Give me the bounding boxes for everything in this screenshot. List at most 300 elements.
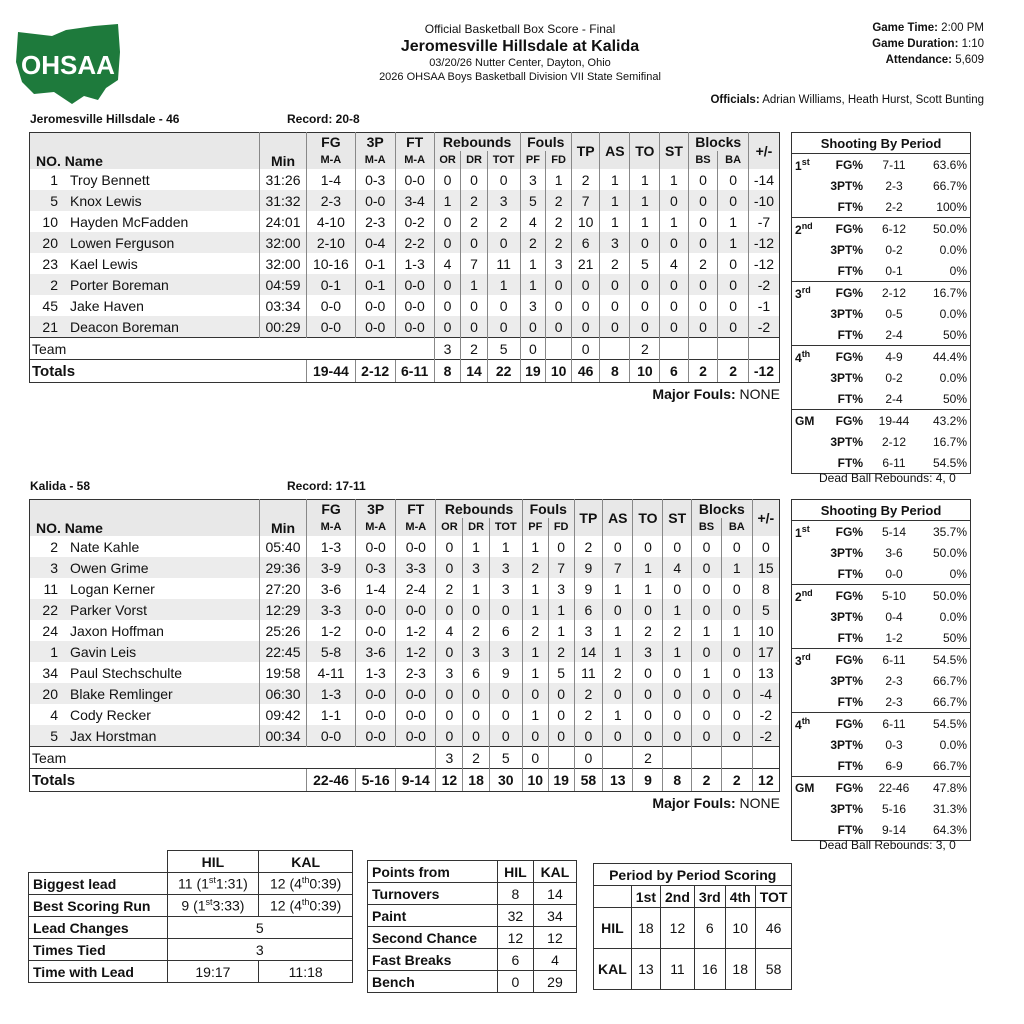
period-suffix: rd — [801, 284, 811, 295]
player-ba: 0 — [718, 316, 749, 338]
points-from-kal-header: KAL — [533, 861, 576, 883]
totals-row — [30, 769, 780, 792]
column-header: TOT — [489, 518, 522, 536]
period-label — [792, 410, 821, 432]
player-min: 19:58 — [260, 662, 307, 683]
shooting-row — [792, 218, 971, 240]
totals-fd: 10 — [546, 360, 572, 383]
player-tot: 0 — [487, 316, 520, 338]
totals-p3: 2-12 — [355, 360, 395, 383]
report-subtitle: Official Basketball Box Score - Final — [424, 22, 616, 36]
player-min: 12:29 — [260, 599, 307, 620]
player-name-cell — [30, 599, 260, 620]
period-team: KAL — [594, 949, 632, 990]
player-as: 0 — [603, 683, 633, 704]
player-fg: 0-0 — [307, 316, 356, 338]
major-fouls-value: NONE — [739, 795, 780, 811]
totals-ba: 2 — [721, 769, 752, 792]
player-pm: 13 — [752, 662, 779, 683]
points-from-row — [368, 905, 577, 927]
dead-ball-rebounds: Dead Ball Rebounds: 3, 0 — [819, 838, 956, 852]
team-row-label: Team — [30, 338, 435, 360]
stat-pct: 35.7% — [932, 524, 967, 539]
player-min: 32:00 — [260, 232, 307, 253]
player-p3: 0-3 — [356, 557, 396, 578]
player-st: 0 — [660, 232, 688, 253]
player-bs: 0 — [688, 316, 718, 338]
player-name: Jake Haven — [70, 297, 144, 314]
column-header: BS — [688, 151, 718, 169]
player-ba: 1 — [721, 620, 752, 641]
player-st: 0 — [663, 536, 692, 557]
period-label — [792, 154, 821, 176]
period-header-row — [594, 886, 792, 908]
stat-pct: 0.0% — [939, 306, 967, 321]
player-ba: 0 — [718, 274, 749, 295]
player-fg: 0-1 — [307, 274, 356, 295]
stat-label: FT% — [837, 263, 863, 278]
column-header: FG — [307, 133, 356, 152]
player-number: 20 — [42, 234, 58, 251]
column-header-to: TO — [633, 500, 663, 537]
shooting-row — [792, 196, 971, 218]
player-pf: 1 — [520, 253, 546, 274]
player-ba: 0 — [721, 536, 752, 557]
stat-made-att: 2-3 — [885, 694, 903, 709]
player-or: 0 — [434, 274, 461, 295]
player-min: 32:00 — [260, 253, 307, 274]
player-pm: 10 — [752, 620, 779, 641]
period-col-header: 3rd — [694, 886, 725, 908]
player-tot: 0 — [489, 725, 522, 747]
shooting-row — [792, 410, 971, 432]
shooting-row — [792, 388, 971, 410]
stat-pct: 64.3% — [932, 822, 967, 837]
player-p3: 2-3 — [355, 211, 395, 232]
player-or: 0 — [436, 599, 463, 620]
player-min: 00:29 — [260, 316, 307, 338]
player-row — [30, 557, 780, 578]
column-header: BS — [692, 518, 722, 536]
player-p3: 1-4 — [356, 578, 396, 599]
stat-label: 3PT% — [830, 242, 863, 257]
column-header: PF — [522, 518, 548, 536]
stat-made-att: 0-0 — [885, 566, 903, 581]
stat-made-att: 2-4 — [885, 327, 903, 342]
column-header-as: AS — [603, 500, 633, 537]
player-as: 0 — [603, 725, 633, 747]
stat-made-att: 6-11 — [866, 649, 922, 671]
points-from-table — [367, 860, 577, 993]
player-fg: 2-10 — [307, 232, 356, 253]
points-from-row — [368, 883, 577, 905]
player-ba: 0 — [718, 295, 749, 316]
player-bs: 2 — [688, 253, 718, 274]
stat-pct: 0.0% — [939, 737, 967, 752]
period-number: 1 — [795, 525, 802, 540]
team-bs — [692, 747, 722, 769]
stat-made-att: 19-44 — [866, 410, 922, 432]
player-to: 0 — [633, 662, 663, 683]
lead-changes-label: Lead Changes — [29, 917, 168, 939]
player-dr: 0 — [461, 232, 487, 253]
stat-made-att: 6-9 — [885, 758, 903, 773]
player-ft: 2-2 — [395, 232, 434, 253]
column-header: FD — [546, 151, 572, 169]
stat-pct: 0% — [949, 263, 967, 278]
column-header-st: ST — [660, 133, 688, 170]
player-as: 3 — [600, 232, 630, 253]
player-dr: 0 — [463, 725, 489, 747]
column-header-tp: TP — [571, 133, 599, 170]
shooting-row — [792, 777, 971, 799]
player-row — [30, 599, 780, 620]
stat-label: FG% — [820, 649, 866, 671]
player-row — [30, 211, 780, 232]
player-ba: 0 — [718, 253, 749, 274]
column-header: Blocks — [692, 500, 753, 519]
column-header: Fouls — [520, 133, 571, 152]
time-lead-kal: 11:18 — [259, 961, 353, 983]
player-to: 0 — [630, 232, 660, 253]
player-fg: 1-2 — [307, 620, 356, 641]
player-dr: 0 — [463, 704, 489, 725]
totals-st: 6 — [660, 360, 688, 383]
player-name: Logan Kerner — [70, 580, 155, 597]
period-label — [792, 691, 821, 713]
stat-label: FT% — [837, 758, 863, 773]
major-fouls — [652, 795, 780, 811]
player-name-cell — [30, 557, 260, 578]
column-header-to: TO — [630, 133, 660, 170]
player-tot: 0 — [487, 232, 520, 253]
column-header: Rebounds — [436, 500, 522, 519]
player-name-cell — [30, 536, 260, 557]
player-min: 00:34 — [260, 725, 307, 747]
player-ft: 3-4 — [395, 190, 434, 211]
column-header-min: Min — [260, 133, 307, 170]
team-or: 3 — [434, 338, 461, 360]
shooting-title: Shooting By Period — [792, 133, 971, 154]
team-pm — [748, 338, 779, 360]
player-p3: 0-0 — [355, 190, 395, 211]
player-row — [30, 578, 780, 599]
period-label — [792, 218, 821, 240]
period-label — [792, 196, 821, 218]
period-score-row — [594, 949, 792, 990]
stat-label: FT% — [837, 822, 863, 837]
player-st: 0 — [660, 316, 688, 338]
ohsaa-logo — [14, 22, 122, 106]
period-label — [792, 819, 821, 841]
player-st: 0 — [663, 725, 692, 747]
totals-or: 8 — [434, 360, 461, 383]
player-to: 1 — [630, 211, 660, 232]
player-ft: 0-0 — [395, 316, 434, 338]
stat-made-att: 2-2 — [885, 199, 903, 214]
period-label — [792, 282, 821, 304]
player-tp: 7 — [571, 190, 599, 211]
stat-label: FG% — [820, 346, 866, 368]
player-pm: -2 — [752, 704, 779, 725]
player-fd: 0 — [546, 274, 572, 295]
player-pm: -4 — [752, 683, 779, 704]
player-fd: 2 — [546, 232, 572, 253]
stat-label: FT% — [837, 630, 863, 645]
points-from-hil: 8 — [497, 883, 533, 905]
team-pf: 0 — [522, 747, 548, 769]
column-header: M-A — [395, 151, 434, 169]
player-or: 0 — [434, 232, 461, 253]
column-header-min: Min — [260, 500, 307, 537]
player-to: 0 — [630, 295, 660, 316]
player-to: 1 — [630, 169, 660, 190]
player-fd: 2 — [546, 211, 572, 232]
stat-label: FG% — [820, 585, 866, 607]
team-to: 2 — [630, 338, 660, 360]
stat-label: 3PT% — [830, 178, 863, 193]
shooting-row — [792, 798, 971, 819]
player-p3: 0-0 — [355, 295, 395, 316]
totals-or: 12 — [436, 769, 463, 792]
player-dr: 1 — [463, 578, 489, 599]
stat-pct: 50.0% — [922, 585, 971, 607]
player-fd: 0 — [548, 536, 574, 557]
player-name-cell — [30, 211, 260, 232]
player-fg: 0-0 — [307, 725, 356, 747]
player-tot: 0 — [489, 704, 522, 725]
column-header: M-A — [355, 151, 395, 169]
player-name: Owen Grime — [70, 559, 149, 576]
team-record: Record: 20-8 — [287, 112, 360, 126]
player-ba: 1 — [718, 211, 749, 232]
team-bs — [688, 338, 718, 360]
player-as: 2 — [603, 662, 633, 683]
player-name-cell — [30, 725, 260, 747]
team-title: Kalida - 58 — [30, 479, 91, 493]
player-name: Troy Bennett — [70, 171, 150, 188]
stat-made-att: 2-12 — [866, 282, 922, 304]
player-or: 0 — [436, 683, 463, 704]
stat-made-att: 1-2 — [885, 630, 903, 645]
stat-pct: 31.3% — [932, 801, 967, 816]
player-tp: 10 — [571, 211, 599, 232]
player-name-cell — [30, 620, 260, 641]
period-scoring-table — [593, 863, 792, 990]
period-label — [792, 649, 821, 671]
stat-made-att: 22-46 — [866, 777, 922, 799]
points-from-category: Second Chance — [368, 927, 498, 949]
player-min: 27:20 — [260, 578, 307, 599]
column-header: OR — [434, 151, 461, 169]
points-from-row — [368, 927, 577, 949]
stat-pct: 100% — [936, 199, 967, 214]
player-ba: 0 — [721, 725, 752, 747]
shooting-row — [792, 346, 971, 368]
player-or: 0 — [436, 641, 463, 662]
player-ba: 0 — [721, 662, 752, 683]
player-fg: 1-3 — [307, 536, 356, 557]
player-tp: 9 — [574, 578, 603, 599]
player-bs: 0 — [692, 599, 722, 620]
team-pm — [752, 747, 779, 769]
points-from-hil: 32 — [497, 905, 533, 927]
shooting-row — [792, 606, 971, 627]
period-number: 2 — [795, 589, 802, 604]
shooting-row — [792, 649, 971, 671]
player-or: 0 — [436, 536, 463, 557]
player-row — [30, 662, 780, 683]
player-st: 0 — [660, 274, 688, 295]
team-tot: 5 — [489, 747, 522, 769]
totals-row — [30, 360, 780, 383]
player-tot: 1 — [487, 274, 520, 295]
ohio-shape-logo — [14, 22, 122, 106]
player-ba: 0 — [721, 704, 752, 725]
player-pf: 5 — [520, 190, 546, 211]
period-label — [792, 452, 821, 474]
stat-made-att: 5-10 — [866, 585, 922, 607]
column-header-st: ST — [663, 500, 692, 537]
period-number: 3 — [795, 286, 802, 301]
shooting-row — [792, 175, 971, 196]
period-label — [792, 175, 821, 196]
player-to: 1 — [633, 578, 663, 599]
column-header-plusminus: +/- — [752, 500, 779, 537]
points-from-category: Paint — [368, 905, 498, 927]
player-bs: 0 — [688, 169, 718, 190]
player-pm: 8 — [752, 578, 779, 599]
player-fd: 0 — [546, 316, 572, 338]
player-name-cell — [30, 169, 260, 190]
player-number: 24 — [42, 622, 58, 639]
stat-made-att: 5-16 — [881, 801, 907, 816]
stat-label: 3PT% — [830, 370, 863, 385]
player-name-cell — [30, 578, 260, 599]
column-header: BA — [721, 518, 752, 536]
period-number: 2 — [795, 222, 802, 237]
player-pm: -12 — [748, 232, 779, 253]
officials-label: Officials: — [710, 94, 760, 106]
player-pf: 1 — [522, 599, 548, 620]
player-pf: 3 — [520, 169, 546, 190]
game-summary-table — [28, 850, 353, 983]
team-as — [600, 338, 630, 360]
totals-label: Totals — [30, 360, 307, 383]
points-from-hil-header: HIL — [497, 861, 533, 883]
period-label — [792, 777, 821, 799]
totals-tot: 30 — [489, 769, 522, 792]
stat-made-att: 2-4 — [885, 391, 903, 406]
totals-fd: 19 — [548, 769, 574, 792]
period-label — [792, 346, 821, 368]
player-p3: 1-3 — [356, 662, 396, 683]
player-as: 1 — [600, 211, 630, 232]
period-suffix: rd — [801, 651, 811, 662]
player-fg: 5-8 — [307, 641, 356, 662]
player-dr: 0 — [461, 169, 487, 190]
column-header: 3P — [355, 133, 395, 152]
player-ft: 3-3 — [396, 557, 436, 578]
player-to: 0 — [633, 599, 663, 620]
date-venue: 03/20/26 Nutter Center, Dayton, Ohio — [429, 57, 611, 69]
game-time: 2:00 PM — [941, 22, 984, 34]
player-st: 1 — [660, 211, 688, 232]
stat-label: FT% — [837, 566, 863, 581]
period-number: 1 — [795, 158, 802, 173]
player-as: 0 — [600, 295, 630, 316]
player-bs: 1 — [692, 662, 722, 683]
player-or: 0 — [436, 704, 463, 725]
player-fd: 2 — [546, 190, 572, 211]
team-fd — [546, 338, 572, 360]
player-bs: 1 — [692, 620, 722, 641]
column-header: FT — [395, 133, 434, 152]
stat-made-att: 6-11 — [866, 713, 922, 735]
period-label — [792, 606, 821, 627]
player-fg: 3-3 — [307, 599, 356, 620]
points-from-row — [368, 971, 577, 993]
player-ft: 2-4 — [396, 578, 436, 599]
stat-label: FG% — [820, 282, 866, 304]
stat-made-att: 7-11 — [882, 157, 906, 172]
player-fd: 3 — [546, 253, 572, 274]
period-label — [792, 627, 821, 649]
player-tp: 2 — [574, 536, 603, 557]
player-name: Porter Boreman — [70, 276, 169, 293]
player-number: 1 — [50, 643, 58, 660]
player-p3: 0-0 — [356, 599, 396, 620]
player-min: 05:40 — [260, 536, 307, 557]
totals-dr: 18 — [463, 769, 489, 792]
player-dr: 1 — [461, 274, 487, 295]
player-pf: 1 — [522, 704, 548, 725]
stat-label: FG% — [835, 524, 863, 539]
player-or: 2 — [436, 578, 463, 599]
shooting-row — [792, 239, 971, 260]
shooting-row — [792, 324, 971, 346]
team-record: Record: 17-11 — [287, 479, 366, 493]
stat-label: FG% — [820, 777, 866, 799]
period-number: 4 — [795, 350, 802, 365]
player-dr: 0 — [461, 316, 487, 338]
best-run-hil: 9 (1st3:33) — [167, 895, 259, 917]
period-label — [792, 239, 821, 260]
player-pm: 5 — [752, 599, 779, 620]
stat-made-att: 3-6 — [885, 545, 903, 560]
player-tp: 3 — [574, 620, 603, 641]
player-tp: 2 — [571, 169, 599, 190]
player-as: 7 — [603, 557, 633, 578]
shooting-row — [792, 627, 971, 649]
period-score: 12 — [661, 908, 695, 949]
player-tot: 6 — [489, 620, 522, 641]
column-header: TOT — [487, 151, 520, 169]
player-fd: 5 — [548, 662, 574, 683]
player-or: 0 — [434, 211, 461, 232]
player-tot: 0 — [487, 169, 520, 190]
attendance: 5,609 — [955, 54, 984, 66]
player-fd: 0 — [548, 683, 574, 704]
player-or: 0 — [434, 316, 461, 338]
player-bs: 0 — [688, 190, 718, 211]
duration-label: Game Duration: — [872, 38, 959, 50]
report-title: Jeromesville Hillsdale at Kalida — [400, 38, 640, 55]
player-name: Lowen Ferguson — [70, 234, 175, 251]
player-pf: 4 — [520, 211, 546, 232]
stat-made-att: 0-5 — [885, 306, 903, 321]
player-min: 03:34 — [260, 295, 307, 316]
